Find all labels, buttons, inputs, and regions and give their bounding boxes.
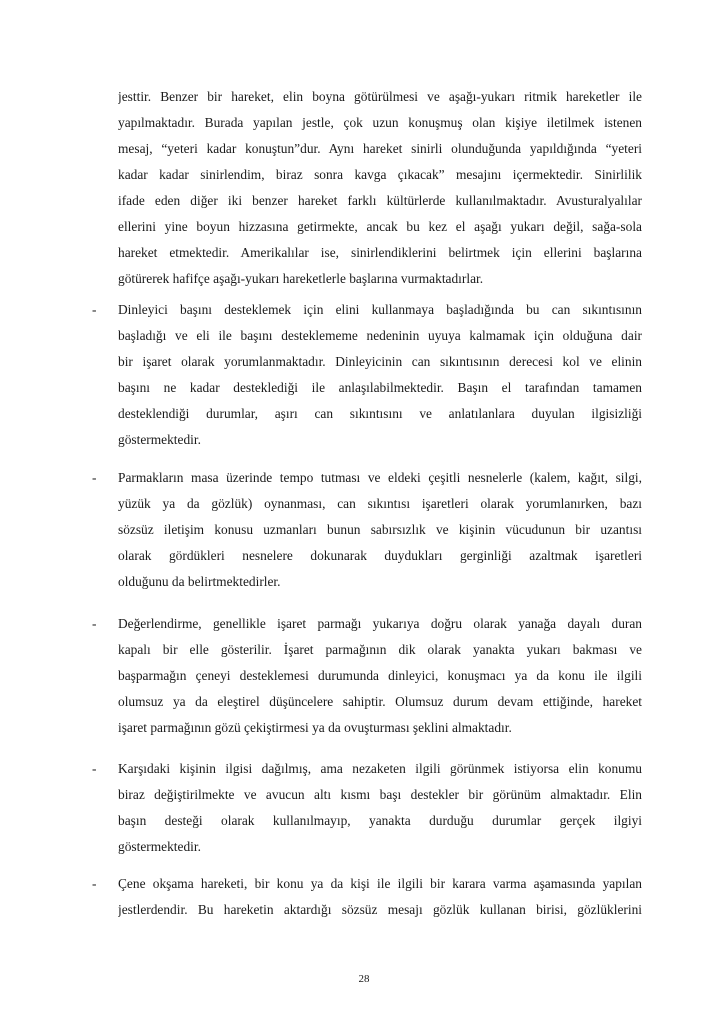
text-line: hareket etmektedir. Amerikalılar ise, sinirlendiklerini belirtmek için ellerini başlarına [118,245,642,260]
bullet-marker: - [92,616,97,631]
text-line: işaret parmağının gözü çekiştirmesi ya da ovuşturması şeklini almaktadır. [118,720,512,735]
page-number: 28 [358,973,370,985]
bullet-paragraph [118,871,642,923]
text-line: jestlerdendir. Bu hareketin aktardığı sözsüz mesajı gözlük kullanan birisi, gözlüklerini [118,902,642,917]
bullet-marker: - [92,761,97,776]
text-line: Dinleyici başını desteklemek için elini kullanmaya başladığında bu can sıkıntısının [118,302,642,317]
text-line: Karşıdaki kişinin ilgisi dağılmış, ama nezaketen ilgili görünmek istiyorsa elin konumu [118,761,642,776]
text-line: göstermektedir. [118,839,201,854]
bullet-paragraph [118,756,642,860]
text-line: olduğunu da belirtmektedirler. [118,574,281,589]
text-line: bir işaret olarak yorumlanmaktadır. Dinleyicinin can sıkıntısının derecesi kol ve elinin [118,354,642,369]
text-line: başparmağın çeneyi desteklemesi durumunda dinleyici, konuşmacı ya da konu ile ilgili [118,668,642,683]
text-line: jesttir. Benzer bir hareket, elin boyna götürülmesi ve aşağı-yukarı ritmik hareketler ile [118,89,642,104]
text-line: olarak gördükleri nesnelere dokunarak duydukları gerginliği azaltmak işaretleri [118,548,642,563]
text-line: kadar kadar sinirlendim, biraz sonra kavga çıkacak” mesajını içermektedir. Sinirlilik [118,167,642,182]
text-line: başını ne kadar desteklediği ile anlaşılabilmektedir. Başın el tarafından tamamen [118,380,642,395]
text-line: mesaj, “yeteri kadar konuştun”dur. Aynı hareket sinirli olunduğunda yapıldığında “yeteri [118,141,642,156]
bullet-paragraph [118,297,642,453]
text-line: olumsuz ya da eleştirel düşüncelere sahiptir. Olumsuz durum devam ettiğinde, hareket [118,694,642,709]
text-line: ellerini yine boyun hizzasına getirmekte, ancak bu kez el aşağı yukarı değil, sağa-sola [118,219,642,234]
text-line: biraz değiştirilmekte ve avucun altı kısmı başı destekler bir görünüm almaktadır. Elin [118,787,642,802]
text-line: götürerek hafifçe aşağı-yukarı hareketlerle başlarına vurmaktadırlar. [118,271,484,286]
text-line: sözsüz iletişim konusu uzmanları bunun sabırsızlık ve kişinin vücudunun bir uzantısı [118,522,642,537]
bullet-marker: - [92,876,97,891]
text-line: göstermektedir. [118,432,201,447]
text-line: Parmakların masa üzerinde tempo tutması ve eldeki çeşitli nesnelerle (kalem, kağıt, silgi, [118,470,642,485]
bullet-marker: - [92,470,97,485]
bullet-paragraph [118,465,642,595]
text-line: kapalı bir elle gösterilir. İşaret parmağının dik olarak yanakta yukarı bakması ve [118,642,642,657]
text-line: Çene okşama hareketi, bir konu ya da kişi ile ilgili bir karara varma aşamasında yapılan [118,876,642,891]
bullet-marker: - [92,302,97,317]
text-line: yüzük ya da gözlük) oynanması, can sıkıntısı işaretleri olarak yorumlanırken, bazı [118,496,642,511]
text-line: Değerlendirme, genellikle işaret parmağı yukarıya doğru olarak yanağa dayalı duran [118,616,642,631]
text-line: desteklendiği durumlar, aşırı can sıkıntısını ve anlatılanlara duyulan ilgisizliği [118,406,642,421]
text-line: yapılmaktadır. Burada yapılan jestle, çok uzun konuşmuş olan kişiye iletilmek istenen [118,115,642,130]
intro-paragraph [118,84,642,292]
text-line: başın desteği olarak kullanılmayıp, yanakta durduğu durumlar gerçek ilgiyi [118,813,642,828]
text-line: ifade eden diğer iki benzer hareket farklı kültürlerde kullanılmaktadır. Avusturalyalılar [118,193,642,208]
bullet-paragraph [118,611,642,741]
text-line: başladığı ve eli ile başını desteklememe nedeninin uyuya kalmamak için olduğuna dair [118,328,642,343]
